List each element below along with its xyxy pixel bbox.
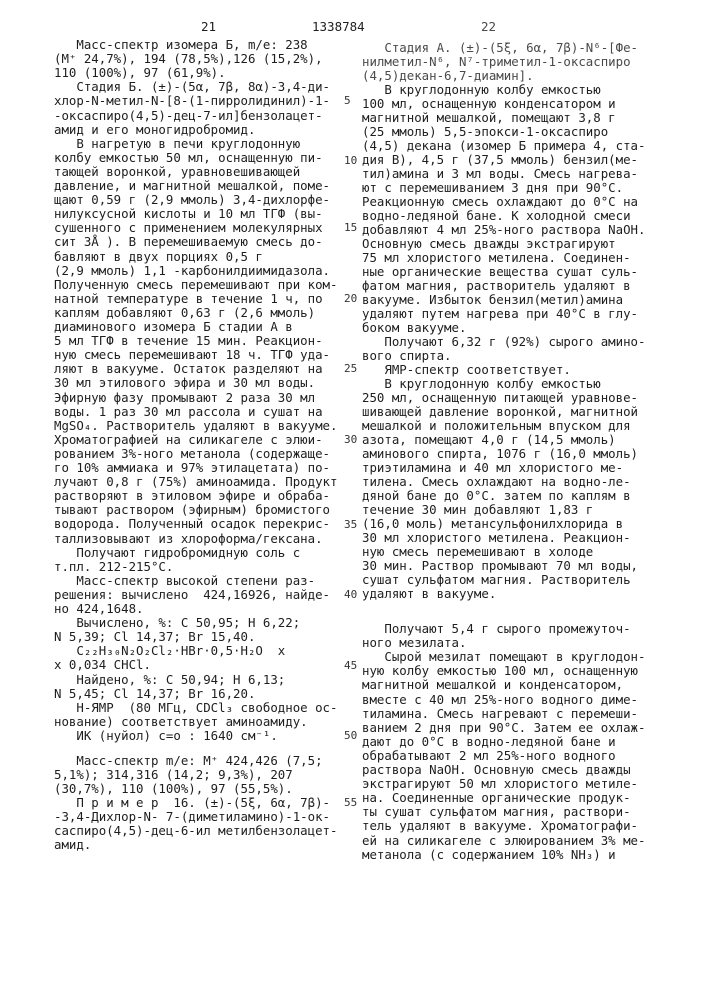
text-line: 75 мл хлористого метилена. Соединен- xyxy=(362,251,631,265)
text-line: П р и м е р 16. (±)-(5ξ, 6α, 7β)- xyxy=(54,796,330,810)
line-number: 45 xyxy=(344,659,358,673)
text-line: таллизовывают из хлороформа/гексана. xyxy=(54,532,323,546)
text-line: ЯМР-спектр соответствует. xyxy=(362,363,571,377)
text-line: решения: вычислено 424,16926, найде- xyxy=(54,588,330,602)
text-line: ванием 2 дня при 90°C. Затем ее охлаж- xyxy=(362,721,645,735)
text-line: тиламина. Смесь нагревают с перемеши- xyxy=(362,707,638,721)
text-line: H-ЯМР (80 МГц, CDCl₃ свободное ос- xyxy=(54,701,337,715)
text-line: N 5,39; Cl 14,37; Br 15,40. xyxy=(54,630,255,644)
line-number: 10 xyxy=(344,154,358,168)
text-line: аминового спирта, 1076 г (16,0 ммоль) xyxy=(362,447,638,461)
text-line: сушенного с применением молекулярных xyxy=(54,221,323,235)
text-line: тающей воронкой, уравновешивающей xyxy=(54,165,300,179)
text-line: (30,7%), 110 (100%), 97 (55,5%). xyxy=(54,782,293,796)
text-line: шивающей давление воронкой, магнитной xyxy=(362,405,638,419)
text-line: бавляют в двух порциях 0,5 г xyxy=(54,250,263,264)
text-line: (16,0 моль) метансульфонилхлорида в xyxy=(362,517,623,531)
text-line: Получают 5,4 г сырого промежуточ- xyxy=(362,622,631,636)
text-line: тил)амина и 3 мл воды. Смесь нагрева- xyxy=(362,167,638,181)
text-line: т.пл. 212-215°C. xyxy=(54,560,173,574)
text-line: Вычислено, %: C 50,95; H 6,22; xyxy=(54,616,300,630)
text-line: Масс-спектр изомера Б, m/e: 238 xyxy=(54,38,308,52)
text-line: Масс-спектр высокой степени раз- xyxy=(54,574,315,588)
text-line: рованием 3%-ного метанола (содержаще- xyxy=(54,447,330,461)
text-line: Получают гидробромидную соль с xyxy=(54,546,300,560)
text-line: вакууме. Избыток бензил(метил)амина xyxy=(362,293,623,307)
text-line: 30 мл хлористого метилена. Реакцион- xyxy=(362,531,631,545)
text-line: тель удаляют в вакууме. Хроматографи- xyxy=(362,819,638,833)
text-line: Масс-спектр m/e: M⁺ 424,426 (7,5; xyxy=(54,754,323,768)
text-line: Стадия А. (±)-(5ξ, 6α, 7β)-N⁶-[Фе- xyxy=(362,41,638,55)
text-line: 110 (100%), 97 (61,9%). xyxy=(54,66,226,80)
text-line: тывают раствором (эфирным) бромистого xyxy=(54,503,330,517)
text-line: саспиро(4,5)-дец-6-ил метилбензолацет- xyxy=(54,824,337,838)
text-line: экстрагируют 50 мл хлористого метиле- xyxy=(362,777,638,791)
text-line: нование) соответствует аминоамиду. xyxy=(54,715,308,729)
text-line: ную колбу емкостью 100 мл, оснащенную xyxy=(362,664,638,678)
text-line: 30 мл этилового эфира и 30 мл воды. xyxy=(54,376,315,390)
text-line: течение 30 мин добавляют 1,83 г xyxy=(362,503,593,517)
text-line: метанола (с содержанием 10% NH₃) и xyxy=(362,848,616,862)
line-number: 35 xyxy=(344,518,358,532)
text-line: C₂₂H₃₀N₂O₂Cl₂·HBr·0,5·H₂O x xyxy=(54,644,285,658)
line-number: 50 xyxy=(344,729,358,743)
text-line: Стадия Б. (±)-(5α, 7β, 8α)-3,4-ди- xyxy=(54,80,330,94)
text-line: воды. 1 раз 30 мл рассола и сушат на xyxy=(54,405,323,419)
text-line: x 0,034 CHCl. xyxy=(54,658,151,672)
text-line: дяной бане до 0°C. затем по каплям в xyxy=(362,489,631,503)
text-line: ные органические вещества сушат суль- xyxy=(362,265,638,279)
patent-number: 1338784 xyxy=(312,20,365,34)
text-line: магнитной мешалкой и конденсатором, xyxy=(362,678,623,692)
text-line: водно-ледяной бане. К холодной смеси xyxy=(362,209,631,223)
text-line: В круглодонную колбу емкостью xyxy=(362,83,601,97)
text-line: азота, помещают 4,0 г (14,5 ммоль) xyxy=(362,433,616,447)
text-line: 250 мл, оснащенную питающей уравнове- xyxy=(362,391,638,405)
text-line: каплям добавляют 0,63 г (2,6 ммоль) xyxy=(54,306,315,320)
text-line: давление, и магнитной мешалкой, поме- xyxy=(54,179,330,193)
text-line: ют с перемешиванием 3 дня при 90°C. xyxy=(362,181,623,195)
text-line: Сырой мезилат помещают в круглодон- xyxy=(362,650,645,664)
text-line: вместе с 40 мл 25%-ного водного диме- xyxy=(362,693,638,707)
line-number: 15 xyxy=(344,221,358,235)
text-line: растворяют в этиловом эфире и обраба- xyxy=(54,489,330,503)
line-number: 25 xyxy=(344,362,358,376)
line-number: 30 xyxy=(344,433,358,447)
line-number: 40 xyxy=(344,588,358,602)
text-line: ную смесь перемешивают 18 ч. ТГФ уда- xyxy=(54,348,330,362)
text-line: (M⁺ 24,7%), 194 (78,5%),126 (15,2%), xyxy=(54,52,323,66)
text-line: удаляют в вакууме. xyxy=(362,587,496,601)
text-line: (25 ммоль) 5,5-эпокси-1-оксаспиро xyxy=(362,125,608,139)
text-line: дия В), 4,5 г (37,5 ммоль) бензил(ме- xyxy=(362,153,638,167)
text-line: магнитной мешалкой, помещают 3,8 г xyxy=(362,111,616,125)
text-line: добавляют 4 мл 25%-ного раствора NaOH. xyxy=(362,223,645,237)
text-line: 30 мин. Раствор промывают 70 мл воды, xyxy=(362,559,638,573)
text-line: амид. xyxy=(54,838,91,852)
text-line: но 424,1648. xyxy=(54,602,144,616)
text-line: сушат сульфатом магния. Растворитель xyxy=(362,573,631,587)
text-line: (2,9 ммоль) 1,1 -карбонилдиимидазола. xyxy=(54,264,330,278)
text-line: на. Соединенные органические продук- xyxy=(362,791,631,805)
text-line: фатом магния, растворитель удаляют в xyxy=(362,279,631,293)
text-line: Основную смесь дважды экстрагируют xyxy=(362,237,616,251)
text-line: ей на силикагеле с элюированием 3% ме- xyxy=(362,834,645,848)
text-line: (4,5) декана (изомер Б примера 4, ста- xyxy=(362,139,645,153)
text-line: натной температуре в течение 1 ч, по xyxy=(54,292,323,306)
text-line: ного мезилата. xyxy=(362,636,466,650)
text-line: нилуксусной кислоты и 10 мл ТГФ (вы- xyxy=(54,207,323,221)
line-number: 20 xyxy=(344,292,358,306)
page-number-right: 22 xyxy=(481,20,496,34)
text-line: обрабатывают 2 мл 25%-ного водного xyxy=(362,749,616,763)
text-line: ную смесь перемешивают в холоде xyxy=(362,545,593,559)
text-line: тилена. Смесь охлаждают на водно-ле- xyxy=(362,475,631,489)
text-line: сит 3Å ). В перемешиваемую смесь до- xyxy=(54,235,323,249)
text-line: удаляют путем нагрева при 40°C в глу- xyxy=(362,307,638,321)
text-line: щают 0,59 г (2,9 ммоль) 3,4-дихлорфе- xyxy=(54,193,330,207)
text-line: вого спирта. xyxy=(362,349,452,363)
text-line: 100 мл, оснащенную конденсатором и xyxy=(362,97,616,111)
line-number: 5 xyxy=(344,94,358,108)
text-line: дают до 0°C в водно-ледяной бане и xyxy=(362,735,616,749)
text-line: В нагретую в печи круглодонную xyxy=(54,137,300,151)
text-line: В круглодонную колбу емкостью xyxy=(362,377,601,391)
text-line: Найдено, %: C 50,94; H 6,13; xyxy=(54,673,285,687)
text-line: (4,5)декан-6,7-диамин]. xyxy=(362,69,534,83)
text-line: ляют в вакууме. Остаток разделяют на xyxy=(54,362,323,376)
text-line: MgSO₄. Растворитель удаляют в вакууме. xyxy=(54,419,337,433)
text-line: колбу емкостью 50 мл, оснащенную пи- xyxy=(54,151,323,165)
text-line: водорода. Полученный осадок перекрис- xyxy=(54,517,330,531)
text-line: Полученную смесь перемешивают при ком- xyxy=(54,278,337,292)
text-line: хлор-N-метил-N-[8-(1-пирролидинил)-1- xyxy=(54,94,330,108)
text-line: -3,4-Дихлор-N- 7-(диметиламино)-1-ок- xyxy=(54,810,330,824)
text-line: 5,1%); 314,316 (14,2; 9,3%), 207 xyxy=(54,768,293,782)
text-line: ИК (нуйол) c=o : 1640 см⁻¹. xyxy=(54,729,278,743)
text-line: нилметил-N⁶, N⁷-триметил-1-оксаспиро xyxy=(362,55,631,69)
text-line: диаминового изомера Б стадии А в xyxy=(54,320,293,334)
text-line: лучают 0,8 г (75%) аминоамида. Продукт xyxy=(54,475,337,489)
page-number-left: 21 xyxy=(201,20,216,34)
text-line: амид и его моногидробромид. xyxy=(54,123,255,137)
text-line: ты сушат сульфатом магния, раствори- xyxy=(362,805,631,819)
text-line: го 10% аммиака и 97% этилацетата) по- xyxy=(54,461,330,475)
line-number: 55 xyxy=(344,796,358,810)
text-line: N 5,45; Cl 14,37; Br 16,20. xyxy=(54,687,255,701)
text-line: Эфирную фазу промывают 2 раза 30 мл xyxy=(54,391,315,405)
text-line: мешалкой и положительным впуском для xyxy=(362,419,631,433)
text-line: Хроматографией на силикагеле с элюи- xyxy=(54,433,323,447)
text-line: Получают 6,32 г (92%) сырого амино- xyxy=(362,335,645,349)
text-line: -оксаспиро(4,5)-дец-7-ил]бензолацет- xyxy=(54,109,323,123)
text-line: раствора NaOH. Основную смесь дважды xyxy=(362,763,631,777)
text-line: триэтиламина и 40 мл хлористого ме- xyxy=(362,461,623,475)
text-line: Реакционную смесь охлаждают до 0°C на xyxy=(362,195,638,209)
text-line: 5 мл ТГФ в течение 15 мин. Реакцион- xyxy=(54,334,323,348)
text-line: боком вакууме. xyxy=(362,321,466,335)
